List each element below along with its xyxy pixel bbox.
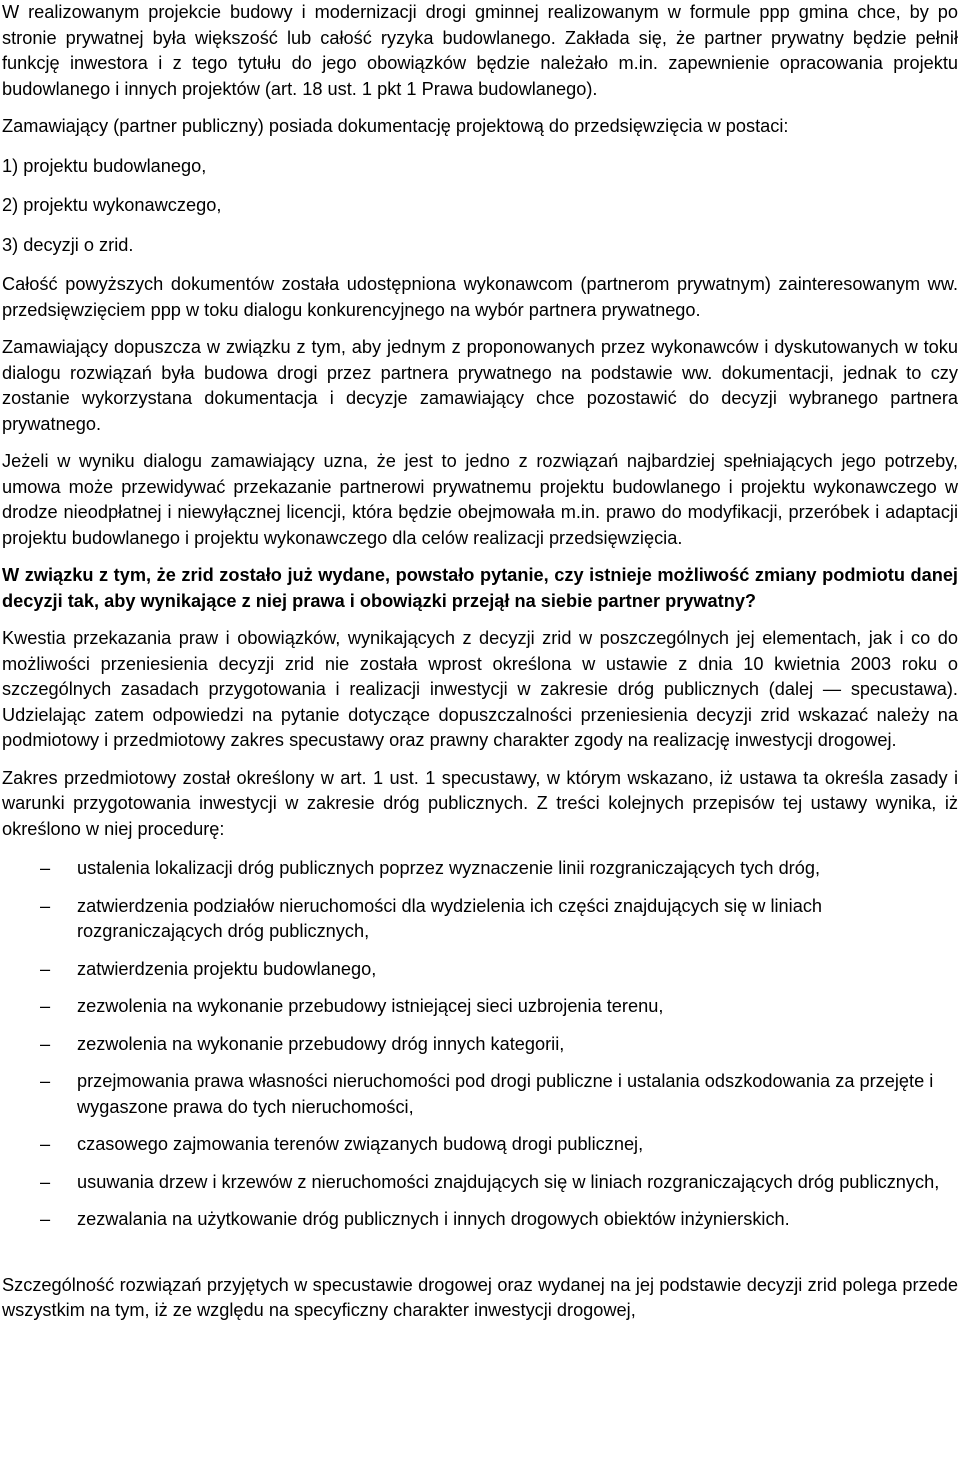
list-item-text: zatwierdzenia projektu budowlanego, — [77, 958, 377, 979]
documentation-item-2: 2) projektu wykonawczego, — [2, 195, 222, 215]
list-item — [2, 1032, 958, 1058]
documentation-item-3: 3) decyzji o zrid. — [2, 234, 134, 255]
list-item-text: ustalenia lokalizacji dróg publicznych poprzez wyznaczenie linii rozgraniczających tych dróg, — [77, 858, 821, 878]
list-item-text: zezwalania na użytkowanie dróg publicznych i innych drogowych obiektów inżynierskich. — [77, 1209, 790, 1229]
paragraph-specifics: Szczególność rozwiązań przyjętych w specustawie drogowej oraz wydanej na jej podstawie decyzji zrid polega przede wszystkim na tym, iż ze względu na specyficzny charakter inwestycji drogowej, — [2, 1274, 958, 1320]
paragraph-shared-documents: Całość powyższych dokumentów została udostępniona wykonawcom (partnerom prywatnym) zainteresowanym ww. przedsięwzięciem ppp w toku dialogu konkurencyjnego na wybór partnera prywatnego. — [2, 274, 958, 320]
paragraph-dialogue-solution: Zamawiający dopuszcza w związku z tym, aby jednym z proponowanych przez wykonawców i dyskutowanych w toku dialogu rozwiązań była budowa drogi przez partnera prywatnego na podstawie ww. dokumentacji, jednak to czy zostanie wykorzystana dokumentacja i decyzje zamawiający chce pozostawić do decyzji wybranego partnera prywatnego. — [2, 337, 958, 434]
paragraph-licence: Jeżeli w wyniku dialogu zamawiający uzna, że jest to jedno z rozwiązań najbardziej spełniających jego potrzeby, umowa może przewidywać przekazanie partnerowi prywatnemu projektu budowlanego i projektu wykonawczego w drodze nieodpłatnej i niewyłącznej licencji, która będzie obejmowała m.in. prawo do modyfikacji, przeróbek i adaptacji projektu budowlanego i projektu wykonawczego dla celów realizacji przedsięwzięcia. — [2, 451, 958, 548]
list-item — [2, 994, 958, 1020]
dash-bullet: – — [40, 996, 51, 1016]
list-item-text: usuwania drzew i krzewów z nieruchomości znajdujących się w liniach rozgraniczających dróg publicznych, — [77, 1171, 940, 1192]
list-item — [2, 1207, 958, 1233]
list-item-text: przejmowania prawa własności nieruchomości pod drogi publiczne i ustalania odszkodowania za przejęte i wygaszone prawa do tych nieruchomości, — [77, 1071, 934, 1117]
paragraph-subject-scope: Zakres przedmiotowy został określony w art. 1 ust. 1 specustawy, w którym wskazano, iż ustawa ta określa zasady i warunki przygotowania inwestycji w zakresie dróg publicznych. Z treści kolejnych przepisów tej ustawy wynika, iż określono w niej procedurę: — [2, 767, 958, 839]
list-item-text: zezwolenia na wykonanie przebudowy istniejącej sieci uzbrojenia terenu, — [77, 996, 664, 1016]
procedure-list — [2, 856, 958, 1233]
list-item — [2, 856, 958, 882]
dash-bullet: – — [40, 858, 51, 878]
question-heading: W związku z tym, że zrid zostało już wydane, powstało pytanie, czy istnieje możliwość zmiany podmiotu danej decyzji tak, aby wynikające z niej prawa i obowiązki przejął na siebie partner prywatny? — [2, 565, 958, 611]
list-item-text: zezwolenia na wykonanie przebudowy dróg innych kategorii, — [77, 1033, 565, 1054]
paragraph-documentation: Zamawiający (partner publiczny) posiada dokumentację projektową do przedsięwzięcia w postaci: — [2, 116, 789, 136]
dash-bullet: – — [40, 1134, 51, 1154]
paragraph-transfer-rights: Kwestia przekazania praw i obowiązków, wynikających z decyzji zrid w poszczególnych jej elementach, jak i co do możliwości przeniesienia decyzji zrid nie została wprost określona w ustawie z dnia 10 kwietnia 2003 roku o szczególnych zasadach przygotowania i realizacji inwestycji w zakresie dróg publicznych (dalej — specustawa). Udzielając zatem odpowiedzi na pytanie dotyczące dopuszczalności przeniesienia decyzji zrid wskazać należy na podmiotowy i przedmiotowy zakres specustawy oraz prawny charakter zgody na realizację inwestycji drogowej. — [2, 628, 958, 750]
dash-bullet: – — [40, 1033, 51, 1054]
dash-bullet: – — [40, 1171, 51, 1192]
list-item — [2, 1170, 958, 1196]
dash-bullet: – — [40, 958, 51, 979]
list-item-text: zatwierdzenia podziałów nieruchomości dla wydzielenia ich części znajdujących się w liniach rozgraniczających dróg publicznych, — [77, 895, 823, 941]
paragraph-intro: W realizowanym projekcie budowy i modernizacji drogi gminnej realizowanym w formule ppp gmina chce, by po stronie prywatnej była większość lub całość ryzyka budowlanego. Zakłada się, że partner prywatny będzie pełnił funkcję inwestora i z tego tytułu do jego obowiązków będzie należało m.in. zapewnienie opracowania projektu budowlanego i innych projektów (art. 18 ust. 1 pkt 1 Prawa budowlanego). — [2, 2, 958, 99]
list-item-text: czasowego zajmowania terenów związanych budową drogi publicznej, — [77, 1134, 644, 1154]
list-item — [2, 1069, 958, 1120]
dash-bullet: – — [40, 1071, 51, 1091]
dash-bullet: – — [40, 1209, 51, 1229]
dash-bullet: – — [40, 895, 51, 916]
list-item — [2, 1132, 958, 1158]
list-item — [2, 957, 958, 983]
documentation-item-1: 1) projektu budowlanego, — [2, 155, 207, 176]
list-item — [2, 894, 958, 945]
